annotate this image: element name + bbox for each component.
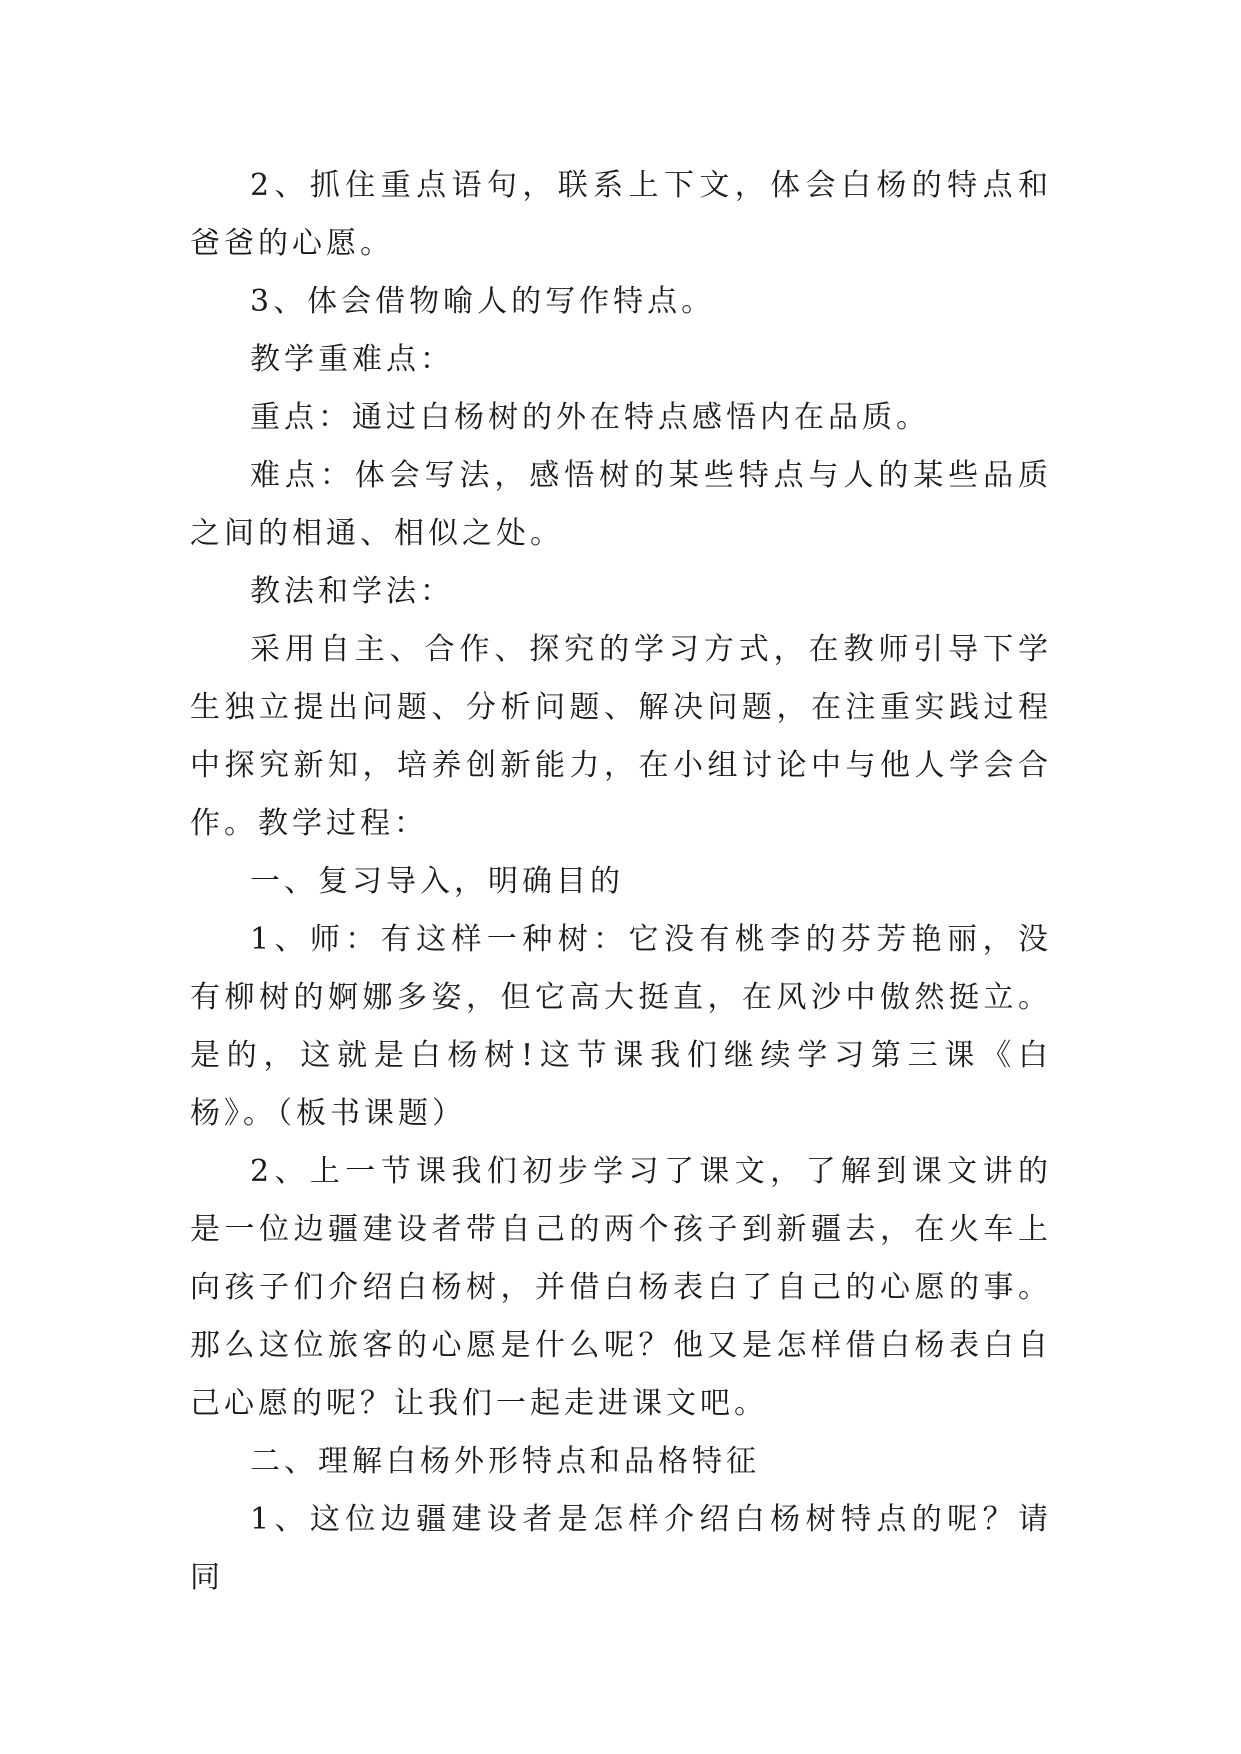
- paragraph-key-point: 重点：通过白杨树的外在特点感悟内在品质。: [250, 400, 930, 435]
- paragraph-step-1: 1、师：有这样一种树：它没有桃李的芬芳艳丽，没有柳树的婀娜多姿，但它高大挺直，在风沙中傲然挺立。是的，这就是白杨树!这节课我们继续学习第三课《白杨》。（板书课题）: [190, 922, 1052, 1131]
- heading-methods: 教法和学法：: [250, 574, 454, 609]
- paragraph-step-2: 2、上一节课我们初步学习了课文，了解到课文讲的是一位边疆建设者带自己的两个孩子到新疆去，在火车上向孩子们介绍白杨树，并借白杨表白了自己的心愿的事。那么这位旅客的心愿是什么呢？他又是怎样借白杨表白自己心愿的呢？让我们一起走进课文吧。: [190, 1154, 1052, 1421]
- heading-key-points: 教学重难点：: [250, 342, 454, 377]
- paragraph-methods: 采用自主、合作、探究的学习方式，在教师引导下学生独立提出问题、分析问题、解决问题，在注重实践过程中探究新知，培养创新能力，在小组讨论中与他人学会合作。教学过程：: [190, 632, 1052, 841]
- paragraph-difficulty: 难点：体会写法，感悟树的某些特点与人的某些品质之间的相通、相似之处。: [190, 458, 1052, 551]
- heading-section-2: 二、理解白杨外形特点和品格特征: [250, 1444, 760, 1479]
- document-page: [190, 157, 1052, 1607]
- paragraph-objective-3: 3、体会借物喻人的写作特点。: [250, 284, 716, 319]
- paragraph-step-3: 1、这位边疆建设者是怎样介绍白杨树特点的呢？请同: [190, 1502, 1052, 1595]
- paragraph-objective-2: 2、抓住重点语句，联系上下文，体会白杨的特点和爸爸的心愿。: [190, 168, 1052, 261]
- heading-section-1: 一、复习导入，明确目的: [250, 864, 624, 899]
